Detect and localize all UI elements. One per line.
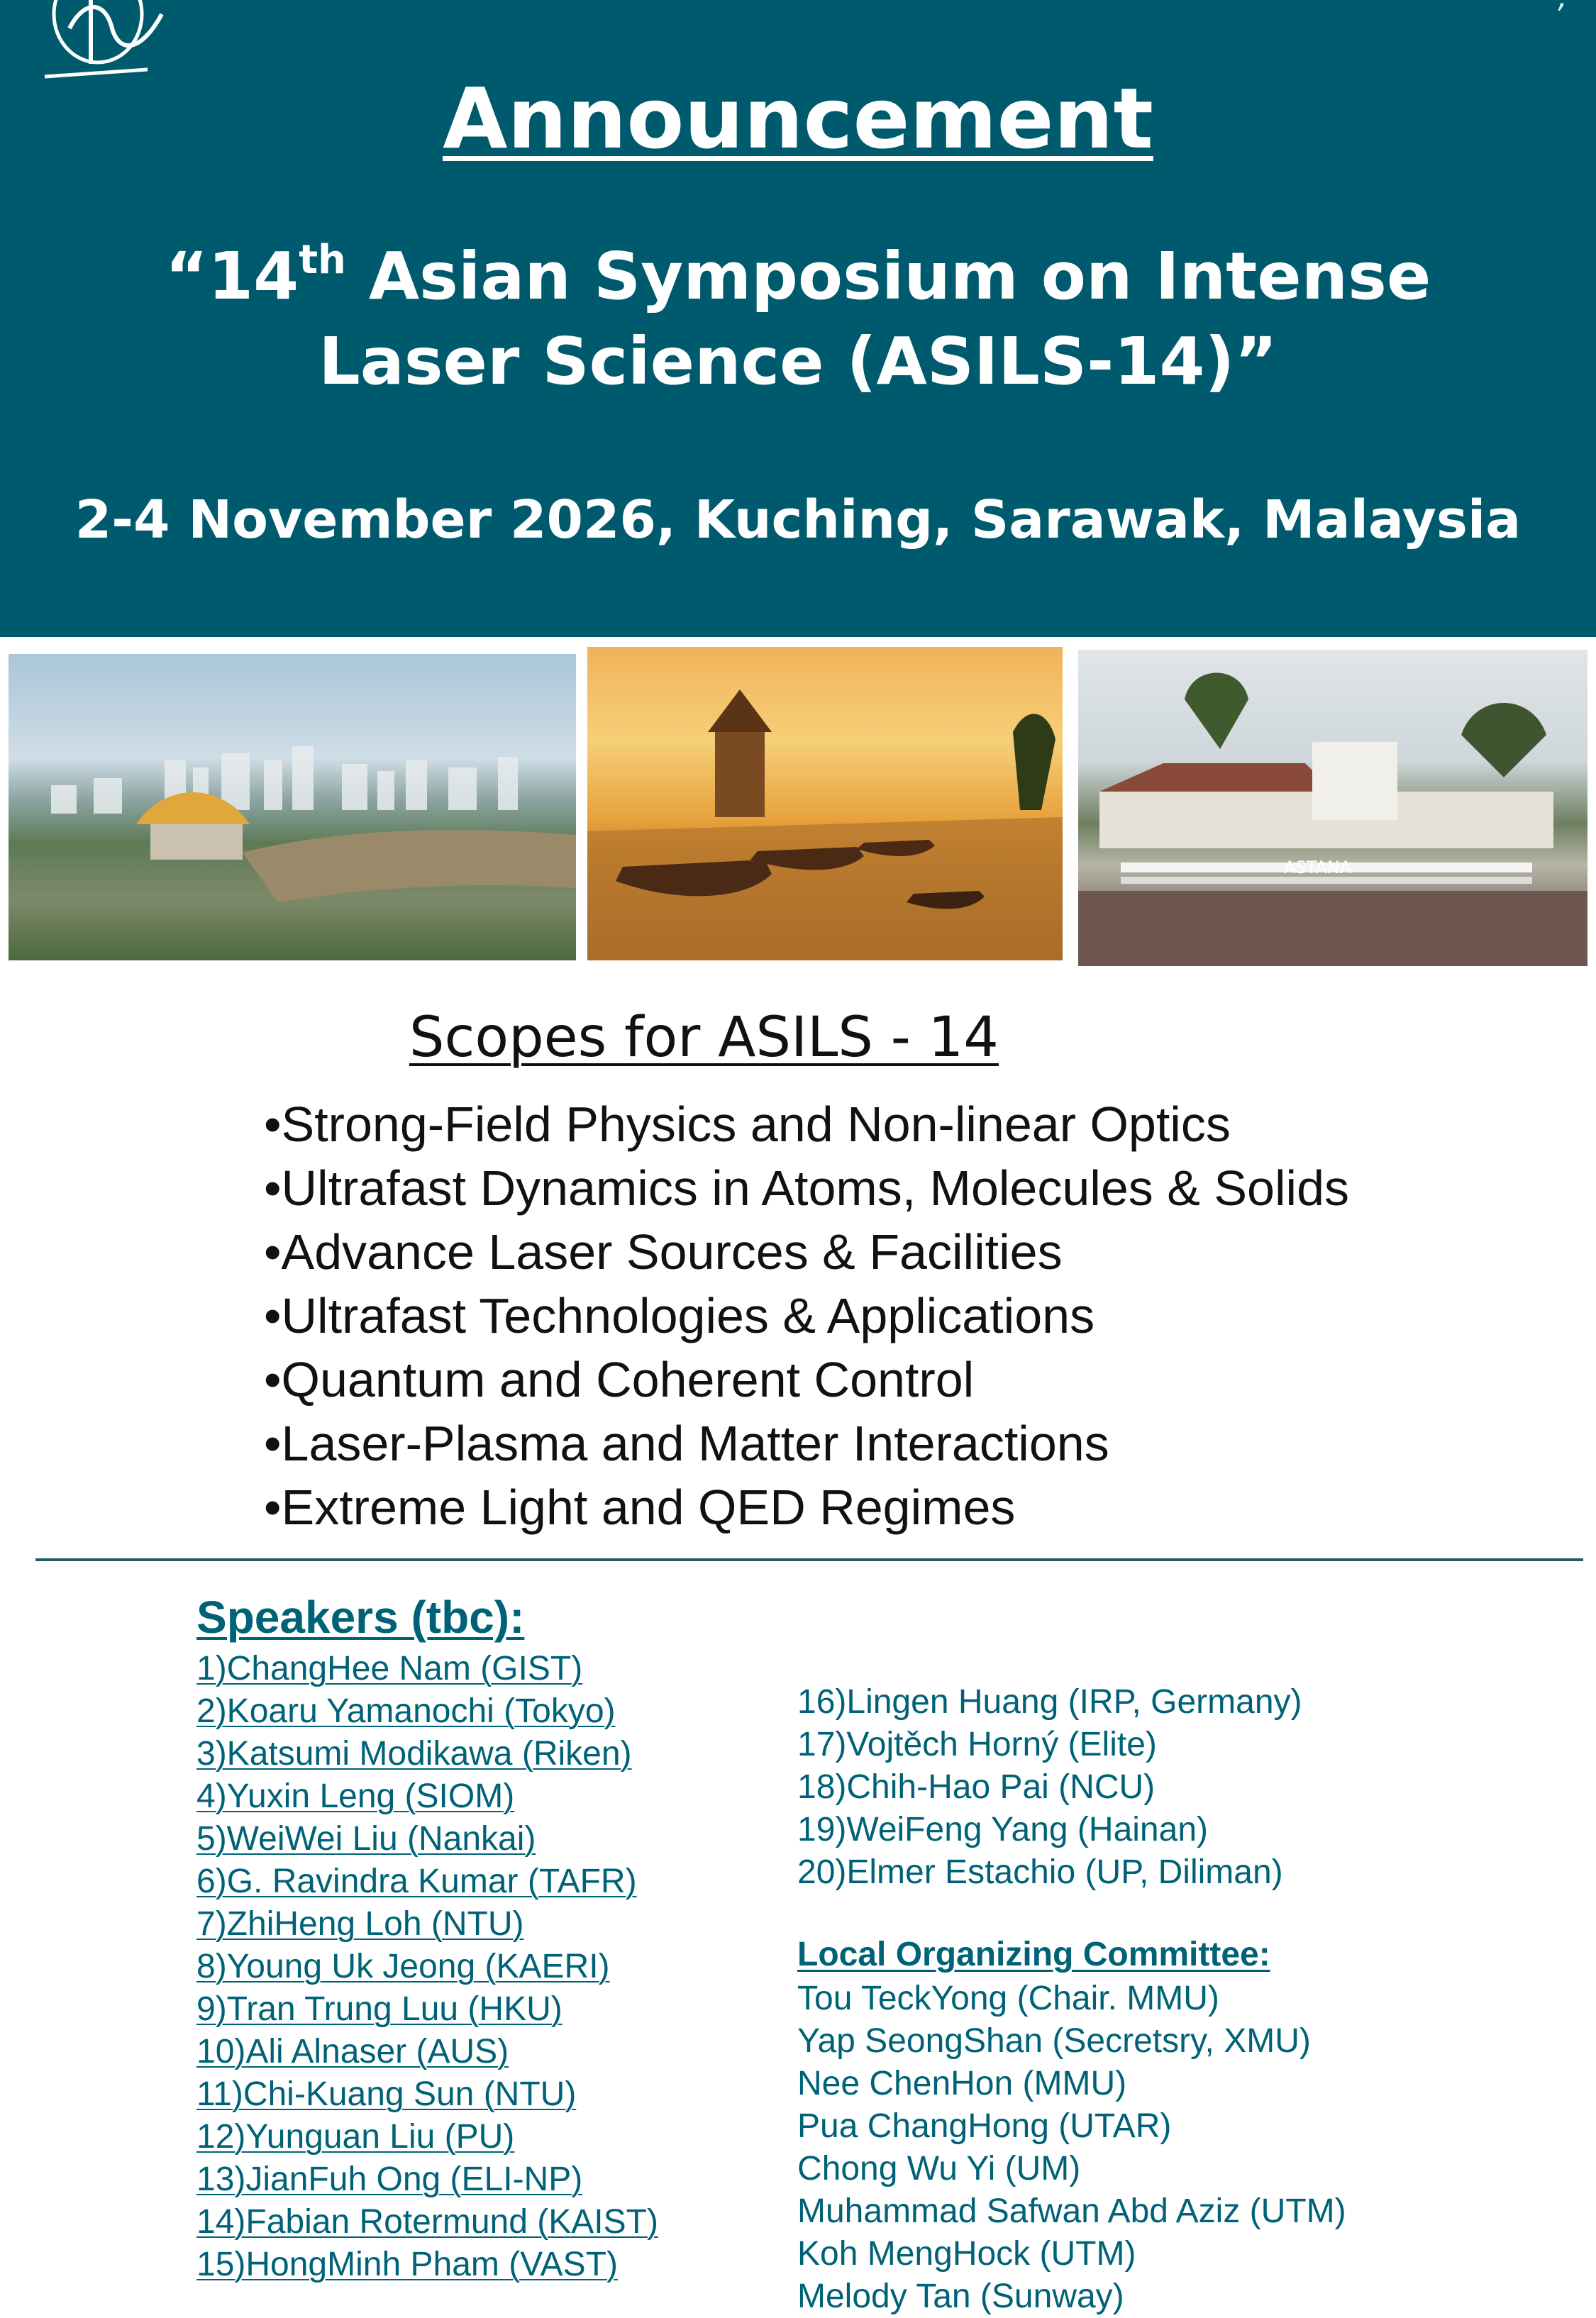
speakers-list-right xyxy=(797,1681,1302,1894)
speaker-link[interactable]: 10)Ali Alnaser (AUS) xyxy=(196,2033,509,2070)
speaker-link[interactable]: 3)Katsumi Modikawa (Riken) xyxy=(196,1735,632,1773)
speaker-link[interactable]: 2)Koaru Yamanochi (Tokyo) xyxy=(196,1692,616,1730)
title-ordinal: th xyxy=(299,237,346,283)
scope-item: •Ultrafast Dynamics in Atoms, Molecules & Solids xyxy=(264,1160,1350,1216)
speaker-link[interactable]: 1)ChangHee Nam (GIST) xyxy=(196,1650,583,1687)
announcement-title: Announcement xyxy=(443,70,1153,167)
committee-member: Yap SeongShan (Secretsry, XMU) xyxy=(797,2022,1311,2060)
committee-member: Muhammad Safwan Abd Aziz (UTM) xyxy=(797,2192,1346,2230)
committee-member: Tou TeckYong (Chair. MMU) xyxy=(797,1980,1219,2017)
speaker-link[interactable]: 11)Chi-Kuang Sun (NTU) xyxy=(196,2075,577,2113)
speaker-item: 20)Elmer Estachio (UP, Diliman) xyxy=(797,1853,1283,1891)
scope-item: •Advance Laser Sources & Facilities xyxy=(264,1224,1063,1280)
speaker-link[interactable]: 12)Yunguan Liu (PU) xyxy=(196,2118,515,2156)
announcement-header xyxy=(0,0,1596,637)
speaker-link[interactable]: 14)Fabian Rotermund (KAIST) xyxy=(196,2203,658,2241)
riverside-boats-photo xyxy=(587,647,1063,960)
scope-item: •Ultrafast Technologies & Applications xyxy=(264,1288,1095,1343)
event-title-line-1 xyxy=(0,234,1596,319)
scope-item: •Strong-Field Physics and Non-linear Optics xyxy=(264,1097,1231,1152)
speakers-list-left xyxy=(196,1648,658,2286)
speaker-item: 18)Chih-Hao Pai (NCU) xyxy=(797,1768,1156,1806)
scope-item: •Laser-Plasma and Matter Interactions xyxy=(264,1416,1109,1471)
title-number: “14 xyxy=(165,238,299,314)
speakers-heading: Speakers (tbc): xyxy=(196,1592,525,1643)
astana-sign: ASTANA xyxy=(1284,858,1352,877)
astana-building-photo xyxy=(1078,650,1587,966)
speaker-link[interactable]: 6)G. Ravindra Kumar (TAFR) xyxy=(196,1863,637,1900)
committee-member: Koh MengHock (UTM) xyxy=(797,2235,1136,2273)
local-committee-list xyxy=(797,1978,1346,2318)
committee-member: Chong Wu Yi (UM) xyxy=(797,2150,1081,2187)
speaker-link[interactable]: 9)Tran Trung Luu (HKU) xyxy=(196,1990,563,2028)
speaker-link[interactable]: 13)JianFuh Ong (ELI-NP) xyxy=(196,2161,583,2198)
scope-item: •Quantum and Coherent Control xyxy=(264,1352,975,1407)
committee-member: Melody Tan (Sunway) xyxy=(797,2278,1124,2315)
event-title-line-2: Laser Science (ASILS-14)” xyxy=(318,323,1278,399)
header-top-text xyxy=(1558,0,1568,15)
speaker-link[interactable]: 7)ZhiHeng Loh (NTU) xyxy=(196,1905,524,1943)
committee-member: Pua ChangHong (UTAR) xyxy=(797,2107,1172,2145)
speaker-link[interactable]: 8)Young Uk Jeong (KAERI) xyxy=(196,1948,610,1985)
local-committee-heading: Local Organizing Committee: xyxy=(797,1936,1270,1973)
speaker-item: 19)WeiFeng Yang (Hainan) xyxy=(797,1811,1208,1848)
event-date-location: 2-4 November 2026, Kuching, Sarawak, Malaysia xyxy=(74,489,1522,550)
event-title xyxy=(0,234,1596,404)
title-line1-rest: Asian Symposium on Intense xyxy=(345,238,1431,314)
speaker-item: 17)Vojtěch Horný (Elite) xyxy=(797,1726,1157,1763)
committee-member: Nee ChenHon (MMU) xyxy=(797,2065,1127,2102)
speaker-link[interactable]: 15)HongMinh Pham (VAST) xyxy=(196,2246,618,2283)
scopes-heading: Scopes for ASILS - 14 xyxy=(409,1006,999,1070)
scopes-list xyxy=(264,1092,1349,1539)
speaker-item: 16)Lingen Huang (IRP, Germany) xyxy=(797,1683,1302,1721)
scope-item: •Extreme Light and QED Regimes xyxy=(264,1480,1016,1535)
kuching-skyline-photo xyxy=(9,654,576,960)
section-divider xyxy=(35,1558,1583,1561)
speaker-link[interactable]: 5)WeiWei Liu (Nankai) xyxy=(196,1820,536,1858)
speaker-link[interactable]: 4)Yuxin Leng (SIOM) xyxy=(196,1778,515,1815)
